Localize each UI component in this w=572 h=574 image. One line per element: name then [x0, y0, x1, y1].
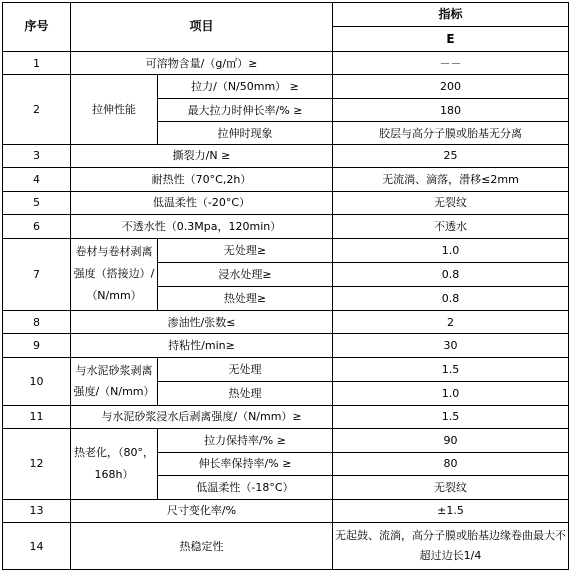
header-item: 项目	[71, 3, 333, 52]
row-item: 撕裂力/N ≥	[71, 144, 333, 167]
row-subitem: 无处理≥	[158, 238, 333, 262]
row-number: 4	[3, 168, 71, 191]
header-index: 指标	[333, 3, 569, 27]
row-value: 无裂纹	[333, 476, 569, 499]
row-value: 胶层与高分子膜或胎基无分离	[333, 122, 569, 144]
row-item: 可溶物含量/（g/㎡）≥	[71, 51, 333, 74]
row-number: 10	[3, 357, 71, 405]
table-row	[3, 429, 569, 452]
row-value: 0.8	[333, 263, 569, 287]
table-row	[3, 499, 569, 522]
row-item: 持粘性/min≥	[71, 334, 333, 357]
header-seq: 序号	[3, 3, 71, 52]
row-subitem: 拉伸时现象	[158, 122, 333, 144]
row-number: 7	[3, 238, 71, 310]
table-row	[3, 168, 569, 191]
row-number: 5	[3, 191, 71, 214]
row-value: 1.5	[333, 357, 569, 381]
row-value: 180	[333, 98, 569, 121]
row-group: 拉伸性能	[71, 75, 158, 144]
row-item: 热稳定性	[71, 523, 333, 570]
row-subitem: 热处理	[158, 382, 333, 405]
row-group: 与水泥砂浆剥离强度/（N/mm）	[71, 357, 158, 405]
row-value: 无裂纹	[333, 191, 569, 214]
spec-table	[2, 2, 569, 570]
row-number: 3	[3, 144, 71, 167]
row-subitem: 拉力保持率/% ≥	[158, 429, 333, 452]
row-subitem: 伸长率保持率/% ≥	[158, 452, 333, 475]
row-value: －－	[333, 51, 569, 74]
table-row	[3, 334, 569, 357]
row-number: 12	[3, 429, 71, 499]
row-value: ±1.5	[333, 499, 569, 522]
row-number: 1	[3, 51, 71, 74]
row-value: 1.5	[333, 405, 569, 428]
row-number: 2	[3, 75, 71, 144]
row-value: 0.8	[333, 287, 569, 310]
row-number: 11	[3, 405, 71, 428]
row-item: 低温柔性（-20°C）	[71, 191, 333, 214]
row-value: 1.0	[333, 238, 569, 262]
header-row	[3, 3, 569, 27]
row-group: 卷材与卷材剥离强度（搭接边）/（N/mm）	[71, 238, 158, 310]
header-grade: E	[333, 27, 569, 51]
row-subitem: 拉力/（N/50mm） ≥	[158, 75, 333, 98]
row-subitem: 低温柔性（-18°C）	[158, 476, 333, 499]
table-row	[3, 215, 569, 238]
row-item: 与水泥砂浆浸水后剥离强度/（N/mm）≥	[71, 405, 333, 428]
table-row	[3, 523, 569, 570]
row-item: 耐热性（70°C,2h）	[71, 168, 333, 191]
table-row	[3, 405, 569, 428]
row-value: 无起鼓、流淌，高分子膜或胎基边缘卷曲最大不超过边长1/4	[333, 523, 569, 570]
row-item: 不透水性（0.3Mpa，120min）	[71, 215, 333, 238]
row-group: 热老化，（80°，168h）	[71, 429, 158, 499]
row-value: 90	[333, 429, 569, 452]
row-number: 13	[3, 499, 71, 522]
table-row	[3, 238, 569, 262]
row-value: 200	[333, 75, 569, 98]
table-row	[3, 310, 569, 333]
row-subitem: 最大拉力时伸长率/% ≥	[158, 98, 333, 121]
table-row	[3, 144, 569, 167]
row-subitem: 浸水处理≥	[158, 263, 333, 287]
row-value: 30	[333, 334, 569, 357]
row-value: 80	[333, 452, 569, 475]
row-number: 9	[3, 334, 71, 357]
row-value: 不透水	[333, 215, 569, 238]
row-value: 1.0	[333, 382, 569, 405]
row-value: 无流淌、滴落，滑移≤2mm	[333, 168, 569, 191]
row-number: 6	[3, 215, 71, 238]
row-value: 2	[333, 310, 569, 333]
row-subitem: 热处理≥	[158, 287, 333, 310]
row-subitem: 无处理	[158, 357, 333, 381]
table-row	[3, 357, 569, 381]
table-row	[3, 51, 569, 74]
table-row	[3, 75, 569, 98]
row-value: 25	[333, 144, 569, 167]
row-number: 14	[3, 523, 71, 570]
row-number: 8	[3, 310, 71, 333]
row-item: 渗油性/张数≤	[71, 310, 333, 333]
table-row	[3, 191, 569, 214]
row-item: 尺寸变化率/%	[71, 499, 333, 522]
